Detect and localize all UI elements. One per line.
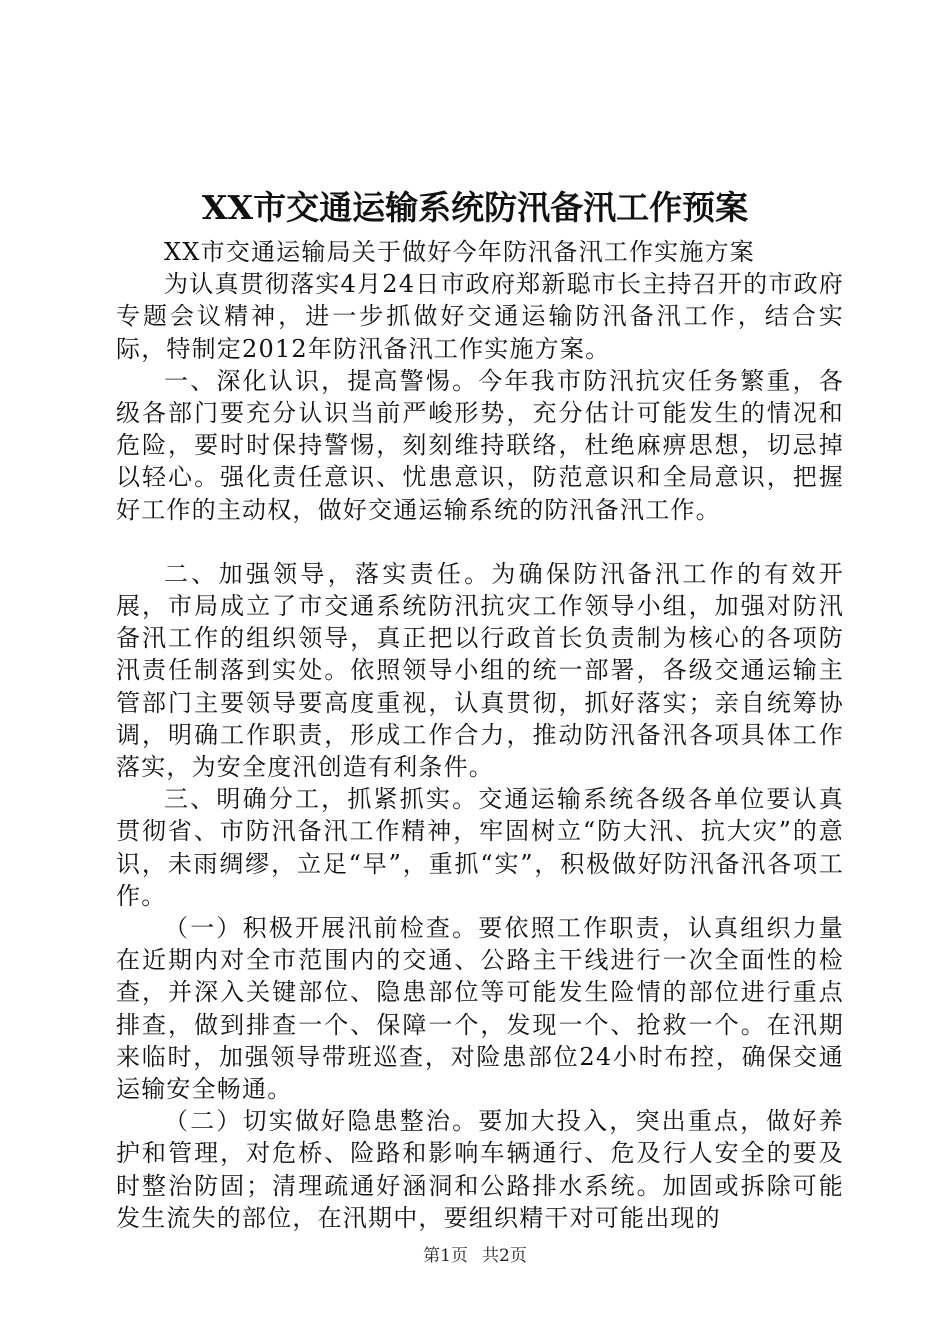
page-number-current: 第1页 — [423, 1246, 468, 1266]
paragraph-section-2: 二、加强领导，落实责任。为确保防汛备汛工作的有效开展，市局成立了市交通系统防汛抗灾工作领导小组，加强对防汛备汛工作的组织领导，真正把以行政首长负责制为核心的各项防汛责任制落到实处。依照领导小组的统一部署，各级交通运输主管部门主要领导要高度重视，认真贯彻，抓好落实；亲自统筹协调，明确工作职责，形成工作合力，推动防汛备汛各项具体工作落实，为安全度汛创造有利条件。 — [116, 559, 844, 782]
paragraph-section-1: 一、深化认识，提高警惕。今年我市防汛抗灾任务繁重，各级各部门要充分认识当前严峻形势，充分估计可能发生的情况和危险，要时时保持警惕，刻刻维持联络，杜绝麻痹思想，切忌掉以轻心。强化责任意识、忧患意识，防范意识和全局意识，把握好工作的主动权，做好交通运输系统的防汛备汛工作。 — [116, 366, 844, 524]
page-number-total: 共2页 — [482, 1246, 527, 1266]
paragraph-section-3: 三、明确分工，抓紧抓实。交通运输系统各级各单位要认真贯彻省、市防汛备汛工作精神，牢固树立“防大汛、抗大灾”的意识，未雨绸缪，立足“早”，重抓“实”，积极做好防汛备汛各项工作。 — [116, 785, 844, 910]
document-body — [116, 236, 844, 1234]
paragraph-intro: 为认真贯彻落实4月24日市政府郑新聪市长主持召开的市政府专题会议精神，进一步抓做好交通运输防汛备汛工作，结合实际，特制定2012年防汛备汛工作实施方案。 — [116, 270, 844, 363]
page-footer — [0, 1244, 950, 1268]
document-title: XX市交通运输系统防汛备汛工作预案 — [201, 188, 749, 227]
paragraph-item-2: （二）切实做好隐患整治。要加大投入，突出重点，做好养护和管理，对危桥、险路和影响车辆通行、危及行人安全的要及时整治防固；清理疏通好涵洞和公路排水系统。加固或拆除可能发生流失的部位，在汛期中，要组织精干对可能出现的 — [116, 1107, 844, 1232]
document-subtitle: XX市交通运输局关于做好今年防汛备汛工作实施方案 — [164, 238, 755, 266]
paragraph-item-1: （一）积极开展汛前检查。要依照工作职责，认真组织力量在近期内对全市范围内的交通、公路主干线进行一次全面性的检查，并深入关键部位、隐患部位等可能发生险情的部位进行重点排查，做到排查一个、保障一个，发现一个、抢救一个。在汛期来临时，加强领导带班巡查，对险患部位24小时布控，确保交通运输安全畅通。 — [116, 914, 844, 1104]
